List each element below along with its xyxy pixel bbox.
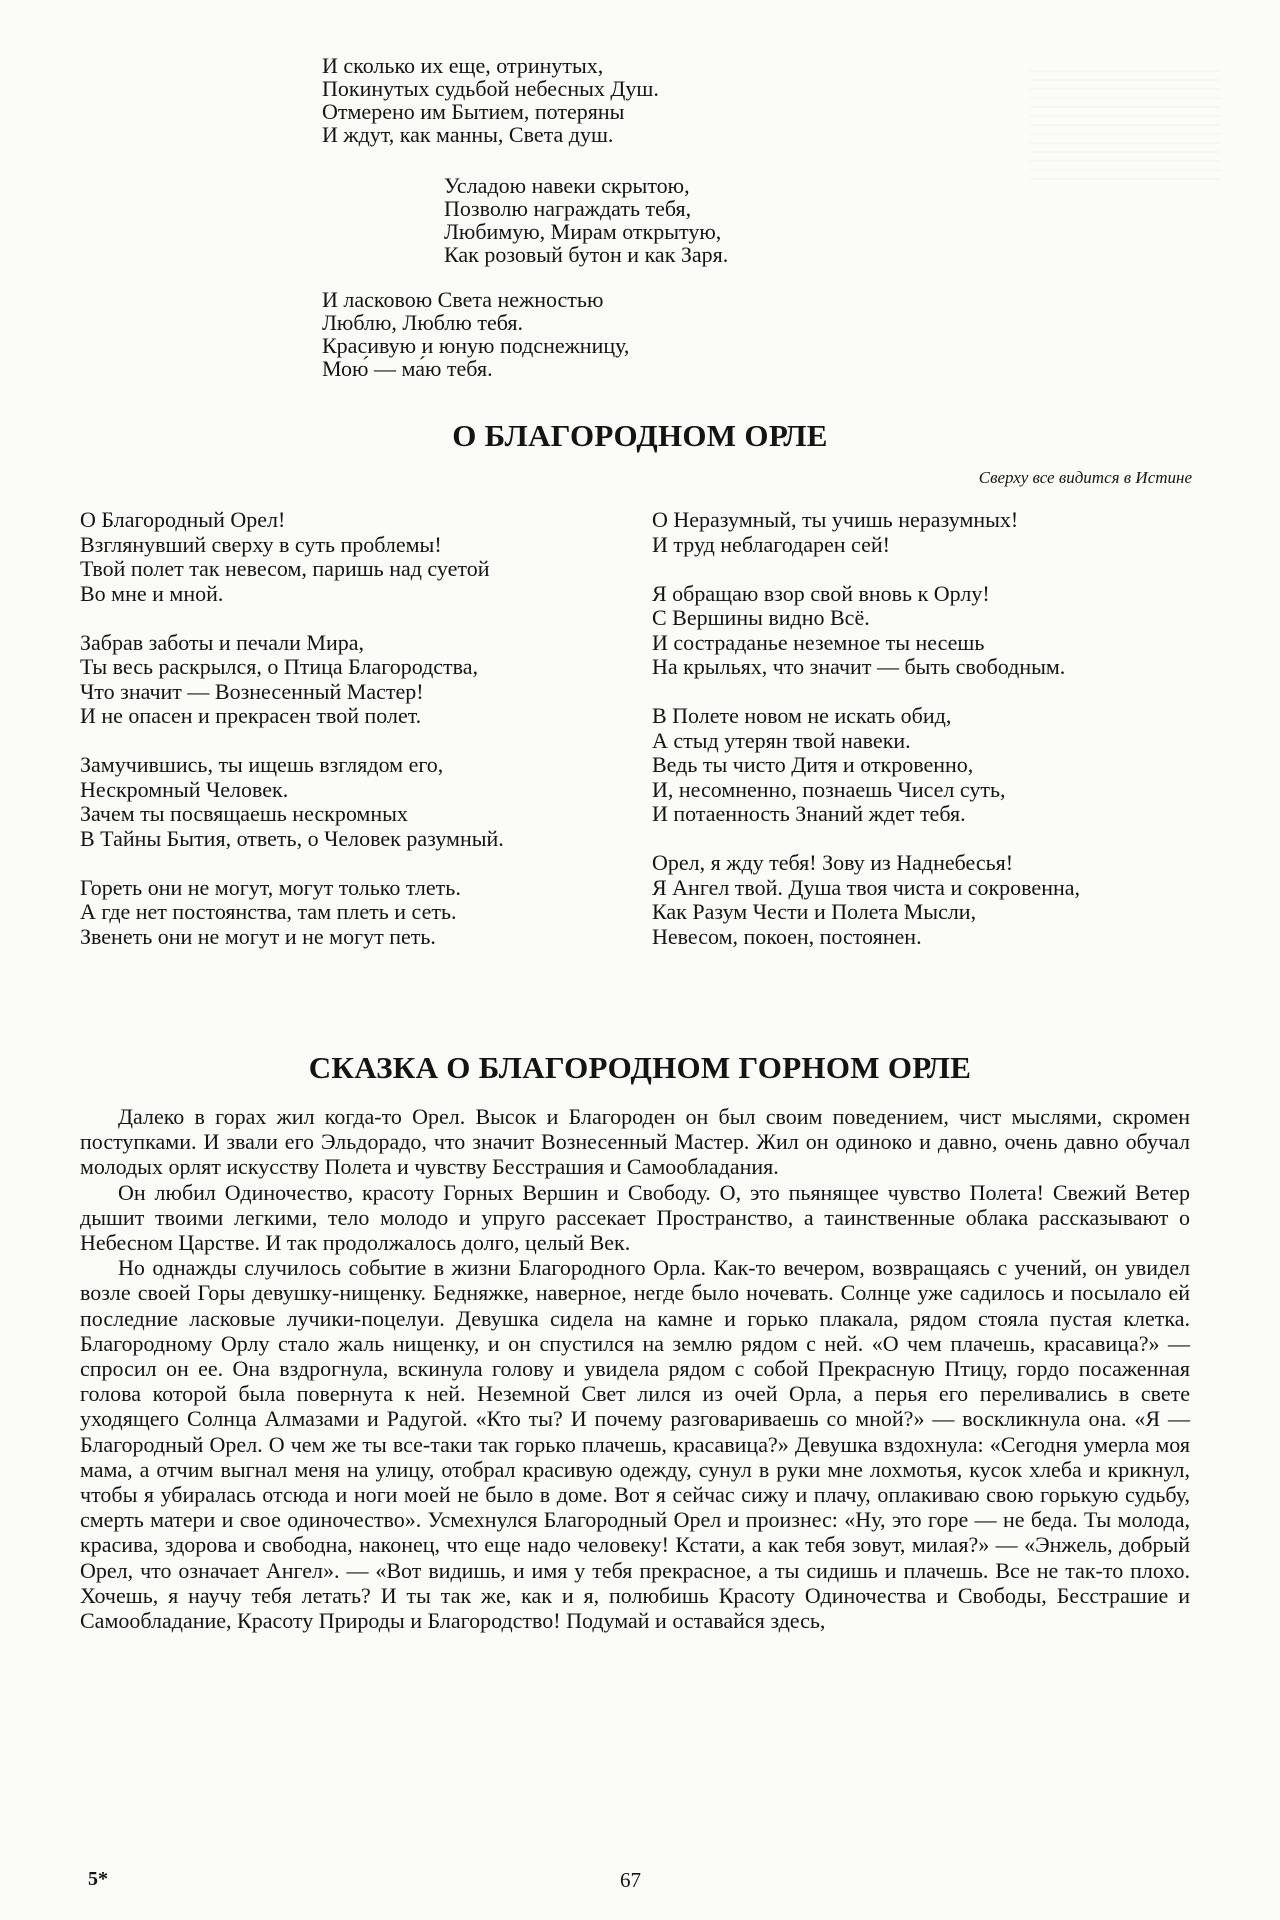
- verse-line: Люблю, Люблю тебя.: [322, 310, 523, 335]
- verse-line: И потаенность Знаний ждет тебя.: [652, 801, 966, 826]
- poem-stanza: [652, 851, 1080, 949]
- verse-line: Что значит — Вознесенный Мастер!: [80, 678, 424, 704]
- poem-right-column: [652, 508, 1080, 949]
- verse-line: Я обращаю взор свой вновь к Орлу!: [652, 580, 990, 606]
- verse-line: Взглянувший сверху в суть проблемы!: [80, 531, 442, 557]
- verse-line: Невесом, покоен, постоянен.: [652, 923, 922, 949]
- verse-line: С Вершины видно Всё.: [652, 605, 870, 630]
- poem-stanza: [652, 582, 1080, 680]
- verse-line: О Неразумный, ты учишь неразумных!: [652, 507, 1019, 532]
- poem-left-column: [80, 508, 504, 949]
- verse-line: И труд неблагодарен сей!: [652, 531, 890, 557]
- verse-line: Покинутых судьбой небесных Душ.: [322, 76, 659, 101]
- verse-line: В Тайны Бытия, ответь, о Человек разумный.: [80, 825, 504, 851]
- verse-line: На крыльях, что значит — быть свободным.: [652, 654, 1066, 679]
- verse-line: Орел, я жду тебя! Зову из Наднебесья!: [652, 850, 1014, 875]
- verse-line: Как Разум Чести и Полета Мысли,: [652, 899, 977, 924]
- verse-line: Гореть они не могут, могут только тлеть.: [80, 874, 461, 900]
- verse-line: И, несомненно, познаешь Чисел суть,: [652, 776, 1006, 802]
- poem-stanza: [80, 876, 504, 950]
- verse-line: Как розовый бутон и как Заря.: [444, 242, 729, 267]
- tale-paragraph: Он любил Одиночество, красоту Горных Вершин и Свободу. О, это пьянящее чувство Полета! Свежий Ветер дышит твоими легкими, тело молодо и упруго рассекает Пространство, а таинственные облака рассказывают о Небесном Царстве. И так продолжалось долго, целый Век.: [80, 1179, 1190, 1256]
- verse-line: Ведь ты чисто Дитя и откровенно,: [652, 752, 974, 777]
- tale-body: [80, 1104, 1190, 1633]
- verse-line: И не опасен и прекрасен твой полет.: [80, 703, 422, 728]
- tale-paragraph: Далеко в горах жил когда-то Орел. Высок и Благороден он был своим поведением, чист мыслями, скромен поступками. И звали его Эльдорадо, что значит Вознесенный Мастер. Жил он одиноко и давно, очень давно обучал молодых орлят искусству Полета и чувству Бесстрашия и Самообладания.: [80, 1104, 1190, 1180]
- verse-line: Любимую, Мирам открытую,: [444, 219, 722, 244]
- page-number: 67: [620, 1868, 641, 1892]
- verse-line: Во мне и мной.: [80, 580, 224, 606]
- verse-line: А стыд утерян твой навеки.: [652, 727, 911, 753]
- verse-line: Позволю награждать тебя,: [444, 196, 692, 221]
- verse-line: Мою́ — ма́ю тебя.: [322, 356, 493, 381]
- tale-paragraph: Но однажды случилось событие в жизни Благородного Орла. Как-то вечером, возвращаясь с учений, он увидел возле своей Горы девушку-нищенку. Бедняжке, наверное, негде было ночевать. Солнце уже садилось и посылало ей последние ласковые лучики-поцелуи. Девушка сидела на камне и горько плакала, рядом стояла пустая клетка. Благородному Орлу стало жаль нищенку, и он спустился на землю рядом с ней. «О чем плачешь, красавица?» — спросил он ее. Она вздрогнула, вскинула голову и увидела рядом с собой Прекрасную Птицу, гордо посаженная голова которой была повернута к ней. Неземной Свет лился из очей Орла, а перья его переливались в свете уходящего Солнца Алмазами и Радугой. «Кто ты? И почему разговариваешь со мной?» — воскликнула она. «Я — Благородный Орел. О чем же ты все-таки так горько плачешь, красавица?» Девушка вздохнула: «Сегодня умерла моя мама, а отчим выгнал меня на улицу, отобрал красивую одежду, сунул в руки мне лохмотья, кусок хлеба и крикнул, чтобы я убиралась отсюда и ноги моей не было в доме. Вот я сейчас сижу и плачу, оплакиваю свою горькую судьбу, смерть матери и свое одиночество». Усмехнулся Благородный Орел и произнес: «Ну, это горе — не беда. Ты молода, красива, здорова и свободна, наконец, что еще надо человеку! Кстати, а как тебя зовут, милая?» — «Энжель, добрый Орел, что означает Ангел». — «Вот видишь, и имя у тебя прекрасное, а ты сидишь и плачешь. Все не так-то плохо. Хочешь, я научу тебя летать? И ты так же, как и я, полюбишь Красоту Одиночества и Свободы, Бесстрашие и Самообладание, Красоту Природы и Благородство! Подумай и оставайся здесь,: [80, 1255, 1190, 1634]
- poem-stanza: [80, 508, 504, 606]
- verse-line: И ждут, как манны, Света душ.: [322, 122, 614, 147]
- poem-title: О БЛАГОРОДНОМ ОРЛЕ: [452, 418, 828, 453]
- verse-line: Я Ангел твой. Душа твоя чиста и сокровенна,: [652, 874, 1081, 900]
- verse-line: Забрав заботы и печали Мира,: [80, 629, 365, 655]
- intro-stanza-3: [322, 288, 629, 380]
- poem-epigraph: Сверху все видится в Истине: [978, 468, 1192, 487]
- verse-line: Нескромный Человек.: [80, 776, 289, 802]
- intro-stanza-1: [322, 54, 659, 146]
- signature-mark: 5*: [88, 1868, 108, 1890]
- verse-line: Звенеть они не могут и не могут петь.: [80, 923, 436, 949]
- verse-line: В Полете новом не искать обид,: [652, 703, 952, 728]
- verse-line: Отмерено им Бытием, потеряны: [322, 99, 625, 124]
- verse-line: Усладою навеки скрытою,: [444, 173, 690, 198]
- verse-line: Ты весь раскрылся, о Птица Благородства,: [80, 654, 479, 679]
- verse-line: Зачем ты посвящаешь нескромных: [80, 801, 408, 826]
- intro-stanza-2: [444, 174, 728, 266]
- poem-stanza: [80, 631, 504, 729]
- tale-title: СКАЗКА О БЛАГОРОДНОМ ГОРНОМ ОРЛЕ: [308, 1050, 972, 1085]
- verse-line: И состраданье неземное ты несешь: [652, 629, 985, 655]
- verse-line: О Благородный Орел!: [80, 507, 286, 532]
- bleed-through-shadow: [1030, 70, 1220, 180]
- poem-stanza: [80, 753, 504, 851]
- poem-stanza: [652, 704, 1080, 827]
- verse-line: Твой полет так невесом, паришь над суетой: [80, 556, 490, 581]
- verse-line: И сколько их еще, отринутых,: [322, 53, 604, 78]
- verse-line: А где нет постоянства, там плеть и сеть.: [80, 899, 457, 924]
- verse-line: Замучившись, ты ищешь взглядом его,: [80, 752, 444, 777]
- verse-line: Красивую и юную подснежницу,: [322, 333, 630, 358]
- poem-stanza: [652, 508, 1080, 557]
- verse-line: И ласковою Света нежностью: [322, 287, 604, 312]
